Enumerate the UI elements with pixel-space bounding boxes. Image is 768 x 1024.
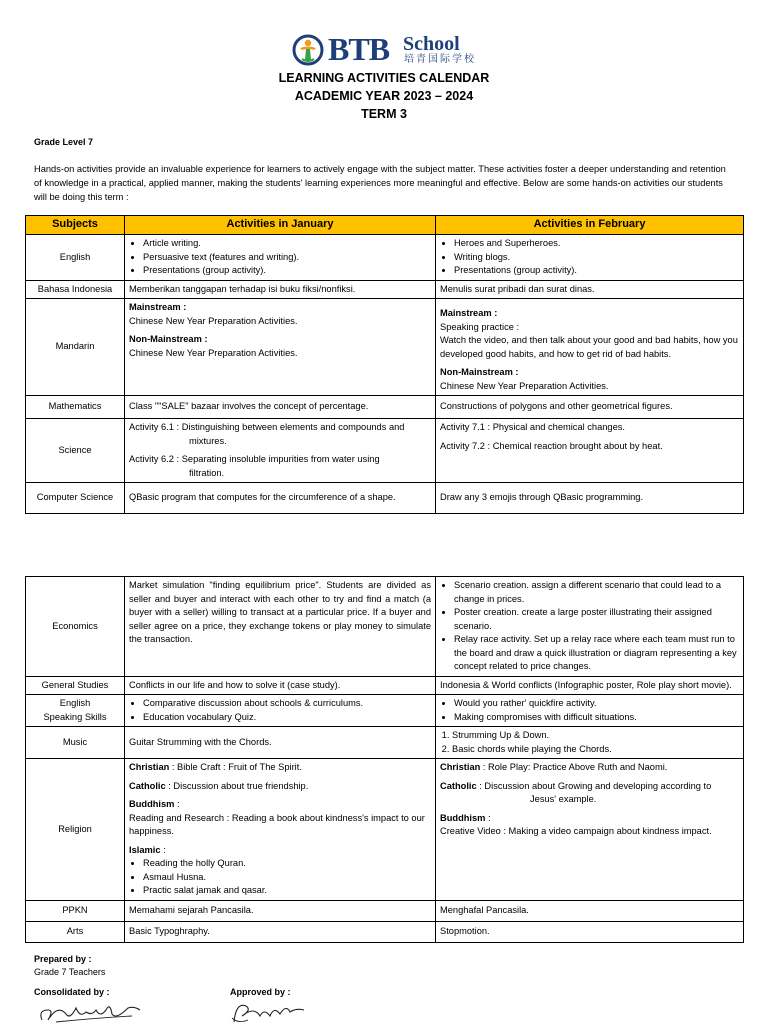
table-row-english-speaking (26, 695, 744, 727)
table-row-arts (26, 921, 744, 942)
january-cell: Basic Typoghraphy. (125, 921, 436, 942)
january-cell: Memahami sejarah Pancasila. (125, 900, 436, 921)
header-february: Activities in February (436, 216, 744, 235)
non-mainstream-label: Non-Mainstream : (129, 334, 208, 344)
list-item: • Would you rather' quickfire activity. (454, 697, 739, 711)
logo-name-sub: School (403, 33, 460, 55)
activity-text: Activity 6.2 : Separating insoluble impurities from water using (129, 454, 380, 464)
list-item: • Education vocabulary Quiz. (143, 711, 431, 725)
february-cell (436, 419, 744, 483)
list-item: • Comparative discussion about schools & curriculums. (143, 697, 431, 711)
consolidated-by-label: Consolidated by : (34, 987, 110, 997)
january-cell (125, 759, 436, 901)
subject-cell: Computer Science (26, 483, 125, 514)
list-item: • Making compromises with difficult situations. (454, 711, 739, 725)
table-row-bahasa (26, 280, 744, 299)
list-item: • Persuasive text (features and writing). (143, 251, 431, 265)
header-subjects: Subjects (26, 216, 125, 235)
list-item: • Heroes and Superheroes. (454, 237, 739, 251)
grade-level: Grade Level 7 (34, 137, 94, 147)
list-item: • Practic salat jamak and qasar. (143, 884, 431, 898)
activity-text: filtration. (189, 467, 225, 478)
intro-paragraph: Hands-on activities provide an invaluable experience for learners to actively engage with the subject matter. These activities foster a deeper understanding and retention of knowledge in a practical, applied manner, making the students' learning experiences more meaningful and effective. Below are some hands-on activities our students will be doing this term : (34, 164, 726, 202)
approved-by-label: Approved by : (230, 987, 291, 997)
table-row-science (26, 419, 744, 483)
approver-signature (230, 996, 310, 1024)
mainstream-text: Chinese New Year Preparation Activities. (129, 315, 298, 326)
list-item: • Reading the holly Quran. (143, 857, 431, 871)
religion-text: : Discussion about Growing and developing according to (476, 780, 712, 791)
religion-entry: Buddhism : (440, 812, 491, 823)
list-item: • Presentations (group activity). (454, 264, 739, 278)
january-cell: QBasic program that computes for the circumference of a shape. (125, 483, 436, 514)
list-item: 1. Strumming Up & Down. (452, 729, 739, 743)
religion-label: Catholic (440, 780, 477, 791)
religion-text: : Discussion about true friendship. (165, 780, 309, 791)
logo-name-main: BTB (328, 31, 390, 67)
subject-line: Speaking Skills (43, 711, 107, 722)
subject-cell: Mathematics (26, 396, 125, 419)
subject-cell: Religion (26, 759, 125, 901)
table-row-general-studies (26, 676, 744, 695)
religion-entry (129, 780, 431, 794)
header-january: Activities in January (125, 216, 436, 235)
february-cell: Constructions of polygons and other geometrical figures. (436, 396, 744, 419)
mainstream-text: Watch the video, and then talk about your good and bad habits, how you developed good habits, and how to get rid of bad habits. (440, 335, 738, 359)
religion-text: Creative Video : Making a video campaign about kindness impact. (440, 826, 712, 836)
religion-label: Catholic (129, 780, 166, 791)
list-item: • Relay race activity. Set up a relay race where each team must run to the board and draw a quick illustration or diagram representing a key concept related to price changes. (454, 633, 739, 674)
speaking-practice-label: Speaking practice : (440, 321, 520, 332)
logo-name-chinese: 培青国际学校 (404, 54, 476, 65)
prepared-by-value: Grade 7 Teachers (34, 967, 106, 977)
document-title-line2: ACADEMIC YEAR 2023 – 2024 (294, 89, 474, 103)
february-cell (436, 299, 744, 396)
subject-cell: Music (26, 727, 125, 759)
school-emblem-icon (292, 34, 324, 66)
table-header-row (26, 216, 744, 235)
february-cell (436, 577, 744, 677)
january-cell (125, 235, 436, 281)
january-cell: Memberikan tanggapan terhadap isi buku fiksi/nonfiksi. (125, 280, 436, 299)
january-cell (125, 419, 436, 483)
subject-cell: Economics (26, 577, 125, 677)
religion-label: Islamic (129, 844, 161, 855)
religion-text: : Role Play: Practice Above Ruth and Naomi. (480, 762, 668, 772)
list-item: • Scenario creation. assign a different scenario that could lead to a change in prices. (454, 579, 739, 606)
february-cell (436, 759, 744, 901)
religion-entry: Buddhism : (129, 799, 180, 809)
table-row-music (26, 727, 744, 759)
document-title-line1: LEARNING ACTIVITIES CALENDAR (278, 71, 490, 85)
subject-cell: English (26, 235, 125, 281)
subject-cell: Arts (26, 921, 125, 942)
religion-text: Jesus' example. (530, 794, 597, 804)
activity-text: mixtures. (189, 435, 227, 446)
january-cell: Guitar Strumming with the Chords. (125, 727, 436, 759)
list-item: • Poster creation. create a large poster illustrating their assigned scenario. (454, 606, 739, 633)
february-cell: Menghafal Pancasila. (436, 900, 744, 921)
religion-label: Christian (129, 762, 170, 772)
religion-label: Buddhism (440, 812, 486, 823)
religion-entry (129, 761, 431, 775)
religion-label: Christian (440, 762, 481, 772)
subject-cell: Science (26, 419, 125, 483)
document-title-line3: TERM 3 (361, 107, 407, 121)
subject-cell: General Studies (26, 676, 125, 695)
january-cell (125, 299, 436, 396)
february-cell (436, 235, 744, 281)
activity-text: Activity 7.2 : Chemical reaction brought about by heat. (440, 440, 663, 451)
list-item: • Article writing. (143, 237, 431, 251)
school-logo (292, 31, 482, 68)
religion-entry (440, 780, 739, 794)
february-cell: Draw any 3 emojis through QBasic programming. (436, 483, 744, 514)
list-item: • Writing blogs. (454, 251, 739, 265)
activities-table-part1 (25, 215, 744, 514)
subject-line: English (59, 698, 91, 708)
non-mainstream-label: Non-Mainstream : (440, 367, 519, 377)
religion-text: : Bible Craft : Fruit of The Spirit. (169, 762, 302, 772)
table-row-religion (26, 759, 744, 901)
activity-text: Activity 7.1 : Physical and chemical changes. (440, 422, 625, 432)
subject-cell: PPKN (26, 900, 125, 921)
mainstream-label: Mainstream : (129, 302, 187, 312)
table-row-ppkn (26, 900, 744, 921)
january-cell: Market simulation "finding equilibrium price". Students are divided as seller and buyer and interact with each other to try and find a match (a buyer with a seller) willing to transact at a particular price. If a buyer and seller agree on a price, they exchange tokens or play money to simulate the transaction. (125, 577, 436, 677)
non-mainstream-text: Chinese New Year Preparation Activities. (440, 380, 609, 391)
february-cell (436, 695, 744, 727)
table-row-english (26, 235, 744, 281)
february-cell (436, 727, 744, 759)
activity-text: Activity 6.1 : Distinguishing between elements and compounds and (129, 422, 405, 432)
religion-entry (440, 761, 739, 775)
january-cell: Class ""SALE" bazaar involves the concept of percentage. (125, 396, 436, 419)
religion-label: Buddhism (129, 799, 175, 809)
subject-cell (26, 695, 125, 727)
list-item: • Asmaul Husna. (143, 871, 431, 885)
consolidator-signature (36, 998, 146, 1024)
table-row-mandarin (26, 299, 744, 396)
list-item: • Presentations (group activity). (143, 264, 431, 278)
mainstream-label: Mainstream : (440, 308, 498, 318)
table-row-mathematics (26, 396, 744, 419)
list-item: 2. Basic chords while playing the Chords. (452, 743, 739, 757)
january-cell (125, 695, 436, 727)
subject-cell: Bahasa Indonesia (26, 280, 125, 299)
religion-text: Reading and Research : Reading a book about kindness's impact to our happiness. (129, 812, 425, 836)
january-cell: Conflicts in our life and how to solve it (case study). (125, 676, 436, 695)
february-cell: Stopmotion. (436, 921, 744, 942)
table-row-computer-science (26, 483, 744, 514)
prepared-by-label: Prepared by : (34, 954, 92, 964)
activities-table-part2 (25, 576, 744, 943)
february-cell: Menulis surat pribadi dan surat dinas. (436, 280, 744, 299)
religion-entry: Islamic : (129, 844, 166, 855)
table-row-economics (26, 577, 744, 677)
subject-cell: Mandarin (26, 299, 125, 396)
non-mainstream-text: Chinese New Year Preparation Activities. (129, 347, 298, 358)
february-cell: Indonesia & World conflicts (Infographic poster, Role play short movie). (436, 676, 744, 695)
